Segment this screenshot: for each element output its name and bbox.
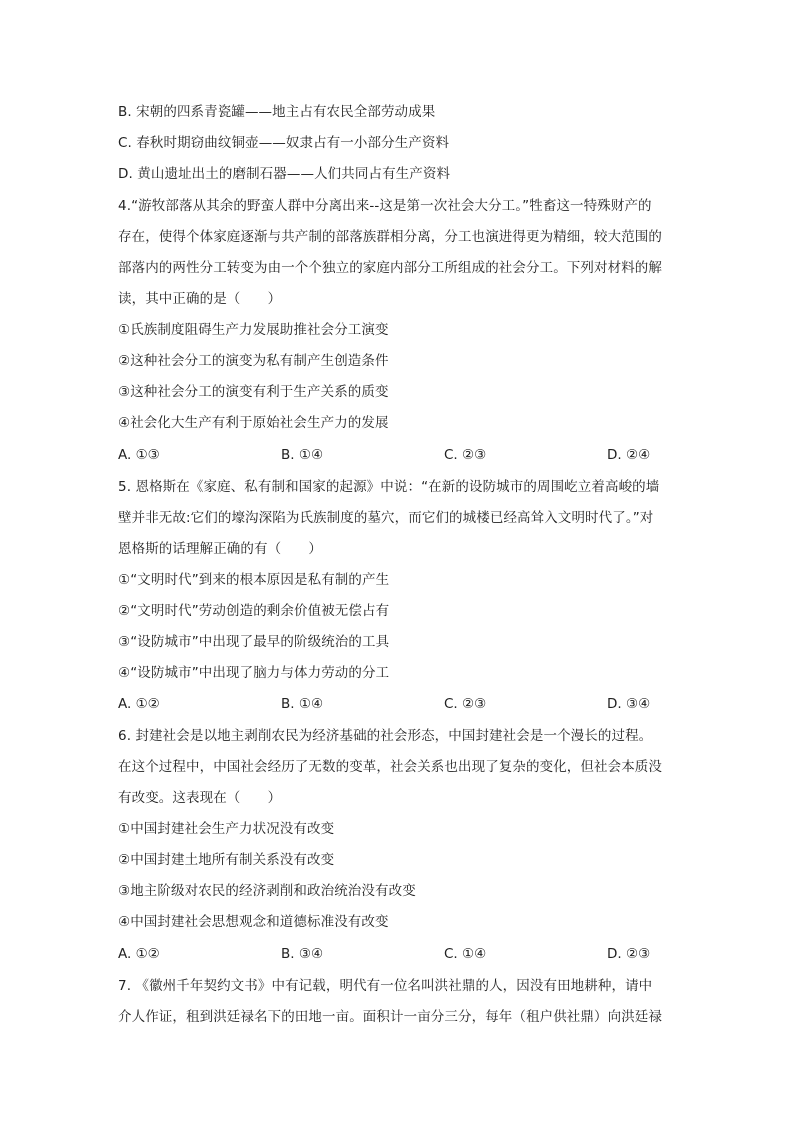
- option-c: C. 春秋时期窃曲纹铜壶——奴隶占有一小部分生产资料: [118, 135, 450, 151]
- q4-stem-line: 存在，使得个体家庭逐渐与共产制的部落族群相分离，分工也演进得更为精细，较大范围的: [118, 229, 662, 245]
- q7-stem-line: 7. 《徽州千年契约文书》中有记载，明代有一位名叫洪社鼎的人，因没有田地耕种，请中: [118, 978, 653, 994]
- q6-stem-line: 在这个过程中，中国社会经历了无数的变革，社会关系也出现了复杂的变化，但社会本质没: [118, 759, 662, 775]
- q4-choice-c: C. ②③: [444, 447, 487, 463]
- q4-choice-d: D. ②④: [607, 447, 651, 463]
- q6-stem-line: 有改变。这表现在（ ）: [118, 790, 282, 806]
- q4-item: ④社会化大生产有利于原始社会生产力的发展: [118, 415, 389, 431]
- q5-choice-d: D. ③④: [607, 696, 651, 712]
- option-d: D. 黄山遗址出土的磨制石器——人们共同占有生产资料: [118, 166, 451, 182]
- q6-item: ②中国封建土地所有制关系没有改变: [118, 852, 335, 868]
- q5-stem-line: 壁并非无故:它们的壕沟深陷为氏族制度的墓穴，而它们的城楼已经高耸入文明时代了。”对: [118, 510, 654, 526]
- q6-choice-a: A. ①②: [118, 946, 160, 962]
- q4-stem-line: 部落内的两性分工转变为由一个个独立的家庭内部分工所组成的社会分工。下列对材料的解: [118, 260, 662, 276]
- q4-stem-line: 4.“游牧部落从其余的野蛮人群中分离出来--这是第一次社会大分工。”牲畜这一特殊财产的: [118, 198, 652, 214]
- q6-choice-d: D. ②③: [607, 946, 651, 962]
- q5-item: ②“文明时代”劳动创造的剩余价值被无偿占有: [118, 603, 390, 619]
- q5-choice-b: B. ①④: [281, 696, 324, 712]
- q5-stem-line: 恩格斯的话理解正确的有（ ）: [118, 541, 322, 557]
- q4-choice-a: A. ①③: [118, 447, 160, 463]
- q5-item: ③“设防城市”中出现了最早的阶级统治的工具: [118, 634, 390, 650]
- q6-choice-c: C. ①④: [444, 946, 487, 962]
- q4-item: ②这种社会分工的演变为私有制产生创造条件: [118, 353, 389, 369]
- q5-stem-line: 5. 恩格斯在《家庭、私有制和国家的起源》中说：“在新的设防城市的周围屹立着高峻的墙: [118, 479, 660, 495]
- q5-choice-a: A. ①②: [118, 696, 160, 712]
- q4-item: ①氏族制度阻碍生产力发展助推社会分工演变: [118, 322, 389, 338]
- q5-item: ④“设防城市”中出现了脑力与体力劳动的分工: [118, 665, 390, 681]
- q4-stem-line: 读，其中正确的是（ ）: [118, 291, 282, 307]
- q5-item: ①“文明时代”到来的根本原因是私有制的产生: [118, 572, 390, 588]
- q7-stem-line: 介人作证，租到洪廷禄名下的田地一亩。面积计一亩分三分，每年（租户供社鼎）向洪廷禄: [118, 1009, 662, 1025]
- q5-choice-c: C. ②③: [444, 696, 487, 712]
- q6-stem-line: 6. 封建社会是以地主剥削农民为经济基础的社会形态，中国封建社会是一个漫长的过程。: [118, 728, 653, 744]
- option-b: B. 宋朝的四系青瓷罐——地主占有农民全部劳动成果: [118, 104, 436, 120]
- q6-item: ①中国封建社会生产力状况没有改变: [118, 821, 335, 837]
- q6-item: ④中国封建社会思想观念和道德标准没有改变: [118, 914, 389, 930]
- q4-choice-b: B. ①④: [281, 447, 324, 463]
- q6-choice-b: B. ③④: [281, 946, 324, 962]
- q4-item: ③这种社会分工的演变有利于生产关系的质变: [118, 384, 389, 400]
- q6-item: ③地主阶级对农民的经济剥削和政治统治没有改变: [118, 883, 416, 899]
